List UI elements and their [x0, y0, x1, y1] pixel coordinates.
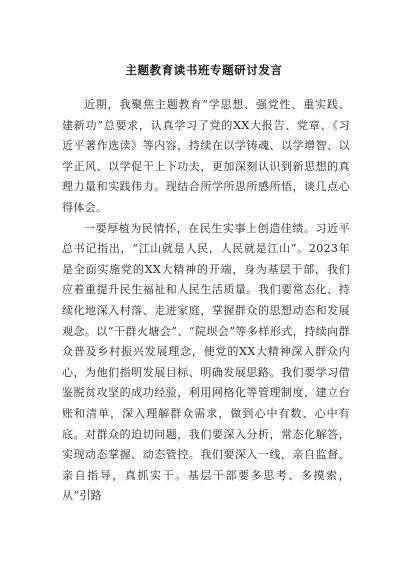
document-title: 主题教育读书班专题研讨发言: [125, 63, 283, 77]
document-body: [62, 95, 350, 507]
body-paragraph-1: 一要厚植为民情怀，在民生实事上创造佳绩。习近平总书记指出，“江山就是人民，人民就是江山”。2023年是全面实施党的XX大精神的开端，身为基层干部，我们应着重提升民生福祉和人民生活质量。我们要常态化、持续化地深入村落、走进家庭，掌握群众的思想动态和发展观念。以“干群火塘会”、“院坝会”等多样形式，持续向群众普及乡村振兴发展理念，使党的XX大精神深入群众内心，为他们指明发展目标、明确发展思路。我们要学习借鉴脱贫攻坚的成功经验，利用网格化等管理制度，建立台账和清单，深入理解群众需求，做到心中有数、心中有底。对群众的迫切问题，我们要深入分析，常态化解答，实现动态掌握、动态管控。我们要深入一线，亲自监督、亲自指导，真抓实干。基层干部要多思考、多摸索，从“引路: [62, 221, 350, 503]
body-paragraph-intro: 近期，我聚焦主题教育“学思想、强党性、重实践、建新功”总要求，认真学习了党的XX大报告、党章、《习近平著作选读》等内容，持续在以学铸魂、以学增智、以学正风、以学促干上下功夫，更加深刻认识到新思想的真理力量和实践伟力。现结合所学所思所感所悟，谈几点心得体会。: [62, 98, 350, 214]
